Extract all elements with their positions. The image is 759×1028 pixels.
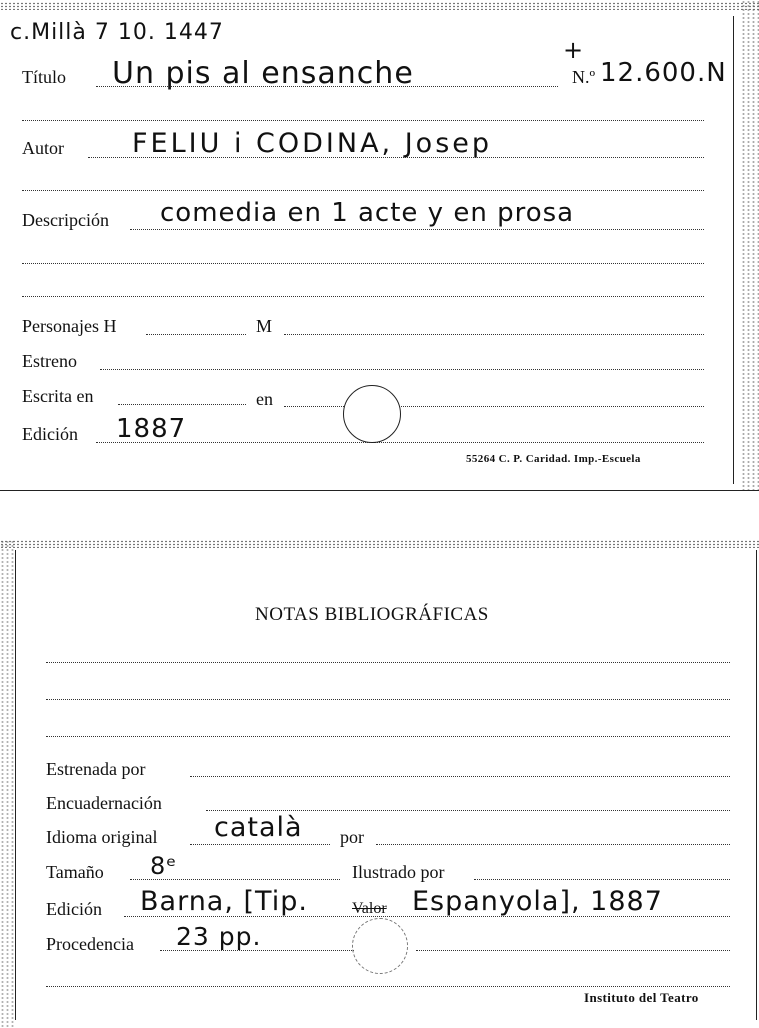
- ilustrado-label: Ilustrado por: [352, 862, 445, 882]
- tamano-value: 8ᵉ: [150, 852, 178, 880]
- notas-line-2: [46, 699, 730, 700]
- catalog-card-back: [0, 540, 759, 1028]
- personajes-m-label: M: [256, 316, 273, 336]
- encuadernacion-label: Encuadernación: [46, 793, 162, 813]
- punch-hole-faint: [352, 918, 408, 974]
- descripcion-line-2: [22, 263, 704, 264]
- personajes-label: Personajes H: [22, 316, 117, 336]
- idioma-por-line: [376, 844, 730, 845]
- titulo-label: Título: [22, 67, 66, 87]
- catalog-card-front: [0, 0, 759, 492]
- edicion-value-a: Barna, [Tip.: [140, 886, 308, 917]
- edicion-value-b: Espanyola], 1887: [412, 886, 663, 917]
- autor-line-2: [22, 190, 704, 191]
- titulo-line-2: [22, 120, 704, 121]
- notas-heading: NOTAS BIBLIOGRÁFICAS: [255, 604, 489, 625]
- descripcion-line-3: [22, 296, 704, 297]
- ilustrado-line: [474, 879, 730, 880]
- autor-value: FELIU i CODINA, Josep: [132, 128, 493, 159]
- procedencia-line-b: [416, 950, 730, 951]
- encuadernacion-line: [206, 810, 730, 811]
- idioma-line: [190, 844, 330, 845]
- descripcion-label: Descripción: [22, 210, 109, 230]
- numero-label: N.º: [572, 67, 596, 87]
- estreno-line: [100, 369, 704, 370]
- notas-line-3: [46, 736, 730, 737]
- institution-name: Instituto del Teatro: [584, 990, 699, 1005]
- bottom-line: [46, 986, 730, 987]
- edicion-struck-word: Valor: [352, 900, 387, 917]
- personajes-h-line: [146, 334, 246, 335]
- escrita-label: Escrita en: [22, 386, 94, 406]
- edicion-value: 1887: [116, 414, 187, 444]
- edicion-line: [96, 442, 704, 443]
- procedencia-label: Procedencia: [46, 934, 134, 954]
- edicion-label: Edición: [22, 424, 78, 444]
- card-right-edge: [741, 0, 759, 492]
- cross-mark: +: [563, 36, 585, 64]
- card-bottom-border: [0, 490, 759, 491]
- idioma-label: Idioma original: [46, 827, 158, 847]
- descripcion-value: comedia en 1 acte y en prosa: [160, 198, 575, 228]
- card-top-edge: [0, 2, 759, 10]
- back-edicion-label: Edición: [46, 899, 102, 919]
- procedencia-value: 23 pp.: [176, 922, 262, 951]
- printer-note: 55264 C. P. Caridad. Imp.-Escuela: [466, 453, 641, 465]
- autor-label: Autor: [22, 138, 64, 158]
- numero-value: 12.600.N: [600, 58, 727, 88]
- card-right-border: [756, 550, 757, 1020]
- punch-hole: [343, 385, 401, 443]
- descripcion-line: [130, 229, 704, 230]
- idioma-por-label: por: [340, 827, 364, 847]
- card-right-border: [733, 16, 734, 484]
- notas-line-1: [46, 662, 730, 663]
- tamano-label: Tamaño: [46, 862, 104, 882]
- card-left-border: [15, 550, 16, 1020]
- estrenada-label: Estrenada por: [46, 759, 146, 779]
- titulo-value: Un pis al ensanche: [112, 56, 414, 91]
- personajes-m-line: [284, 334, 704, 335]
- escrita-line: [118, 404, 246, 405]
- idioma-value: català: [214, 812, 303, 843]
- escrita-en-label: en: [256, 389, 273, 409]
- estreno-label: Estreno: [22, 351, 77, 371]
- estrenada-line: [190, 776, 730, 777]
- card-left-edge: [0, 540, 14, 1028]
- card-top-edge: [0, 540, 759, 548]
- corner-note: c.Millà 7 10. 1447: [10, 20, 224, 45]
